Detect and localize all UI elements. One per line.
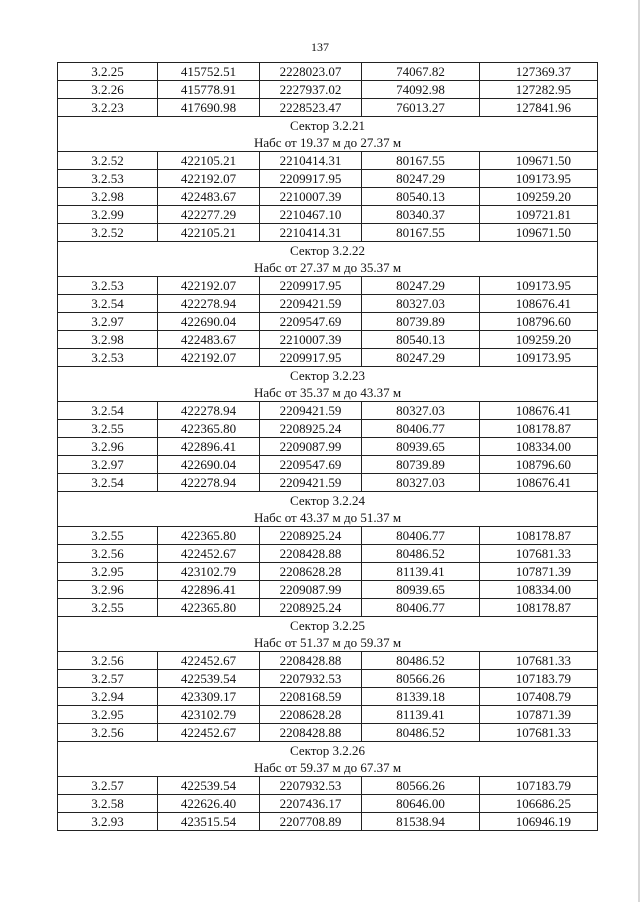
coord-local-x-cell: 80327.03 — [362, 402, 480, 420]
coord-x-cell: 422365.80 — [158, 420, 260, 438]
coord-local-y-cell: 107871.39 — [480, 706, 598, 724]
sector-title: Сектор 3.2.21 — [58, 117, 598, 135]
coord-x-cell: 422105.21 — [158, 224, 260, 242]
coord-local-x-cell: 80340.37 — [362, 206, 480, 224]
point-id-cell: 3.2.56 — [58, 724, 158, 742]
coord-x-cell: 415752.51 — [158, 63, 260, 81]
coord-local-x-cell: 80167.55 — [362, 224, 480, 242]
sector-height-range: Набс от 19.37 м до 27.37 м — [58, 134, 598, 152]
coord-y-cell: 2228023.07 — [260, 63, 362, 81]
coord-local-x-cell: 80939.65 — [362, 438, 480, 456]
point-id-cell: 3.2.97 — [58, 313, 158, 331]
coord-local-y-cell: 108676.41 — [480, 295, 598, 313]
coord-x-cell: 422192.07 — [158, 349, 260, 367]
coord-local-x-cell: 80566.26 — [362, 670, 480, 688]
coord-y-cell: 2207708.89 — [260, 813, 362, 831]
table-row — [58, 670, 598, 688]
point-id-cell: 3.2.25 — [58, 63, 158, 81]
point-id-cell: 3.2.96 — [58, 581, 158, 599]
coord-y-cell: 2207932.53 — [260, 670, 362, 688]
coord-x-cell: 423102.79 — [158, 563, 260, 581]
sector-header-row — [58, 617, 598, 635]
coord-x-cell: 422452.67 — [158, 724, 260, 742]
sector-height-range-row — [58, 259, 598, 277]
point-id-cell: 3.2.99 — [58, 206, 158, 224]
coord-local-y-cell: 108676.41 — [480, 402, 598, 420]
point-id-cell: 3.2.53 — [58, 349, 158, 367]
coord-x-cell: 422192.07 — [158, 277, 260, 295]
coord-local-y-cell: 108334.00 — [480, 438, 598, 456]
coord-x-cell: 422365.80 — [158, 599, 260, 617]
coord-local-x-cell: 81139.41 — [362, 563, 480, 581]
coord-local-y-cell: 108796.60 — [480, 313, 598, 331]
coord-y-cell: 2227937.02 — [260, 81, 362, 99]
point-id-cell: 3.2.55 — [58, 599, 158, 617]
coord-y-cell: 2208428.88 — [260, 545, 362, 563]
coord-local-x-cell: 81339.18 — [362, 688, 480, 706]
table-row — [58, 777, 598, 795]
point-id-cell: 3.2.52 — [58, 152, 158, 170]
table-row — [58, 99, 598, 117]
coord-x-cell: 423309.17 — [158, 688, 260, 706]
table-row — [58, 706, 598, 724]
point-id-cell: 3.2.57 — [58, 777, 158, 795]
point-id-cell: 3.2.54 — [58, 474, 158, 492]
coord-y-cell: 2209917.95 — [260, 277, 362, 295]
coord-local-x-cell: 80646.00 — [362, 795, 480, 813]
coord-local-y-cell: 107183.79 — [480, 670, 598, 688]
coord-local-x-cell: 80486.52 — [362, 545, 480, 563]
point-id-cell: 3.2.57 — [58, 670, 158, 688]
coord-x-cell: 422452.67 — [158, 545, 260, 563]
coord-x-cell: 422192.07 — [158, 170, 260, 188]
coord-local-y-cell: 109671.50 — [480, 224, 598, 242]
coord-local-y-cell: 106946.19 — [480, 813, 598, 831]
coord-local-x-cell: 80939.65 — [362, 581, 480, 599]
coord-local-y-cell: 127369.37 — [480, 63, 598, 81]
sector-title: Сектор 3.2.22 — [58, 242, 598, 260]
point-id-cell: 3.2.95 — [58, 563, 158, 581]
coord-local-x-cell: 80247.29 — [362, 277, 480, 295]
coord-local-x-cell: 80540.13 — [362, 331, 480, 349]
sector-header-row — [58, 492, 598, 510]
coord-local-x-cell: 80247.29 — [362, 349, 480, 367]
coord-local-y-cell: 127841.96 — [480, 99, 598, 117]
point-id-cell: 3.2.95 — [58, 706, 158, 724]
point-id-cell: 3.2.58 — [58, 795, 158, 813]
coord-y-cell: 2209917.95 — [260, 170, 362, 188]
table-row — [58, 331, 598, 349]
coord-y-cell: 2209087.99 — [260, 438, 362, 456]
coord-x-cell: 422896.41 — [158, 438, 260, 456]
coord-local-y-cell: 107681.33 — [480, 724, 598, 742]
coord-x-cell: 422690.04 — [158, 456, 260, 474]
point-id-cell: 3.2.98 — [58, 188, 158, 206]
point-id-cell: 3.2.56 — [58, 545, 158, 563]
coord-y-cell: 2207932.53 — [260, 777, 362, 795]
table-row — [58, 295, 598, 313]
coord-y-cell: 2209421.59 — [260, 402, 362, 420]
coord-local-y-cell: 109259.20 — [480, 188, 598, 206]
sector-header-row — [58, 742, 598, 760]
coord-local-x-cell: 80406.77 — [362, 599, 480, 617]
coord-local-y-cell: 107871.39 — [480, 563, 598, 581]
coord-x-cell: 422278.94 — [158, 474, 260, 492]
coord-x-cell: 417690.98 — [158, 99, 260, 117]
point-id-cell: 3.2.97 — [58, 456, 158, 474]
point-id-cell: 3.2.53 — [58, 170, 158, 188]
sector-title: Сектор 3.2.25 — [58, 617, 598, 635]
point-id-cell: 3.2.55 — [58, 420, 158, 438]
table-row — [58, 527, 598, 545]
sector-height-range: Набс от 27.37 м до 35.37 м — [58, 259, 598, 277]
coord-y-cell: 2210007.39 — [260, 188, 362, 206]
table-row — [58, 545, 598, 563]
coord-local-x-cell: 80739.89 — [362, 456, 480, 474]
coord-local-y-cell: 109173.95 — [480, 277, 598, 295]
coord-local-x-cell: 80327.03 — [362, 295, 480, 313]
table-row — [58, 813, 598, 831]
coord-local-x-cell: 80406.77 — [362, 420, 480, 438]
coord-local-x-cell: 80739.89 — [362, 313, 480, 331]
coord-local-x-cell: 76013.27 — [362, 99, 480, 117]
coord-x-cell: 422105.21 — [158, 152, 260, 170]
coord-x-cell: 422690.04 — [158, 313, 260, 331]
coord-y-cell: 2209421.59 — [260, 295, 362, 313]
sector-header-row — [58, 117, 598, 135]
table-row — [58, 224, 598, 242]
sector-height-range-row — [58, 509, 598, 527]
coord-local-y-cell: 109173.95 — [480, 170, 598, 188]
table-row — [58, 724, 598, 742]
coord-local-x-cell: 80486.52 — [362, 724, 480, 742]
table-row — [58, 81, 598, 99]
table-row — [58, 420, 598, 438]
sector-title: Сектор 3.2.23 — [58, 367, 598, 385]
table-row — [58, 652, 598, 670]
coord-local-y-cell: 107408.79 — [480, 688, 598, 706]
sector-height-range: Набс от 59.37 м до 67.37 м — [58, 759, 598, 777]
table-row — [58, 563, 598, 581]
coord-x-cell: 422539.54 — [158, 777, 260, 795]
point-id-cell: 3.2.55 — [58, 527, 158, 545]
coord-x-cell: 422278.94 — [158, 402, 260, 420]
table-row — [58, 349, 598, 367]
sector-height-range: Набс от 43.37 м до 51.37 м — [58, 509, 598, 527]
coord-y-cell: 2209547.69 — [260, 313, 362, 331]
point-id-cell: 3.2.26 — [58, 81, 158, 99]
coord-y-cell: 2208168.59 — [260, 688, 362, 706]
coord-x-cell: 415778.91 — [158, 81, 260, 99]
coord-y-cell: 2209421.59 — [260, 474, 362, 492]
coord-local-y-cell: 108178.87 — [480, 527, 598, 545]
coord-local-x-cell: 80406.77 — [362, 527, 480, 545]
coord-y-cell: 2228523.47 — [260, 99, 362, 117]
table-row — [58, 474, 598, 492]
sector-height-range-row — [58, 134, 598, 152]
table-row — [58, 152, 598, 170]
table-row — [58, 599, 598, 617]
coord-local-y-cell: 107681.33 — [480, 545, 598, 563]
sector-header-row — [58, 242, 598, 260]
coord-local-x-cell: 80486.52 — [362, 652, 480, 670]
coord-x-cell: 422896.41 — [158, 581, 260, 599]
coord-local-x-cell: 80566.26 — [362, 777, 480, 795]
coord-x-cell: 422483.67 — [158, 331, 260, 349]
coord-y-cell: 2210414.31 — [260, 152, 362, 170]
coord-local-y-cell: 109721.81 — [480, 206, 598, 224]
coord-x-cell: 422452.67 — [158, 652, 260, 670]
coord-x-cell: 422539.54 — [158, 670, 260, 688]
coordinates-table-body — [58, 63, 598, 831]
coord-local-y-cell: 107183.79 — [480, 777, 598, 795]
coord-y-cell: 2210007.39 — [260, 331, 362, 349]
coord-x-cell: 422626.40 — [158, 795, 260, 813]
sector-height-range-row — [58, 759, 598, 777]
table-row — [58, 402, 598, 420]
sector-title: Сектор 3.2.26 — [58, 742, 598, 760]
point-id-cell: 3.2.53 — [58, 277, 158, 295]
table-row — [58, 313, 598, 331]
sector-height-range: Набс от 35.37 м до 43.37 м — [58, 384, 598, 402]
table-row — [58, 795, 598, 813]
coord-local-y-cell: 109259.20 — [480, 331, 598, 349]
table-row — [58, 170, 598, 188]
coord-local-x-cell: 80327.03 — [362, 474, 480, 492]
coord-y-cell: 2208628.28 — [260, 563, 362, 581]
coord-y-cell: 2210467.10 — [260, 206, 362, 224]
coord-y-cell: 2208428.88 — [260, 652, 362, 670]
point-id-cell: 3.2.98 — [58, 331, 158, 349]
coord-local-y-cell: 127282.95 — [480, 81, 598, 99]
point-id-cell: 3.2.54 — [58, 295, 158, 313]
coord-local-y-cell: 108676.41 — [480, 474, 598, 492]
coord-local-x-cell: 80540.13 — [362, 188, 480, 206]
coord-local-x-cell: 81538.94 — [362, 813, 480, 831]
coord-y-cell: 2207436.17 — [260, 795, 362, 813]
sector-height-range: Набс от 51.37 м до 59.37 м — [58, 634, 598, 652]
point-id-cell: 3.2.23 — [58, 99, 158, 117]
coord-local-y-cell: 108796.60 — [480, 456, 598, 474]
point-id-cell: 3.2.56 — [58, 652, 158, 670]
coord-y-cell: 2209547.69 — [260, 456, 362, 474]
point-id-cell: 3.2.54 — [58, 402, 158, 420]
table-row — [58, 456, 598, 474]
coord-local-x-cell: 74067.82 — [362, 63, 480, 81]
coord-x-cell: 422277.29 — [158, 206, 260, 224]
point-id-cell: 3.2.96 — [58, 438, 158, 456]
coord-local-y-cell: 108178.87 — [480, 420, 598, 438]
table-row — [58, 581, 598, 599]
table-row — [58, 206, 598, 224]
coord-local-x-cell: 81139.41 — [362, 706, 480, 724]
coord-y-cell: 2210414.31 — [260, 224, 362, 242]
coordinates-table — [57, 62, 598, 831]
coord-local-y-cell: 108178.87 — [480, 599, 598, 617]
coord-local-x-cell: 74092.98 — [362, 81, 480, 99]
coord-x-cell: 422278.94 — [158, 295, 260, 313]
point-id-cell: 3.2.52 — [58, 224, 158, 242]
coord-local-y-cell: 109671.50 — [480, 152, 598, 170]
coord-local-y-cell: 109173.95 — [480, 349, 598, 367]
table-row — [58, 688, 598, 706]
point-id-cell: 3.2.93 — [58, 813, 158, 831]
coord-local-y-cell: 107681.33 — [480, 652, 598, 670]
coord-local-y-cell: 106686.25 — [480, 795, 598, 813]
coord-x-cell: 423102.79 — [158, 706, 260, 724]
coord-y-cell: 2208428.88 — [260, 724, 362, 742]
coord-y-cell: 2209917.95 — [260, 349, 362, 367]
table-row — [58, 277, 598, 295]
coord-y-cell: 2209087.99 — [260, 581, 362, 599]
sector-height-range-row — [58, 384, 598, 402]
coord-y-cell: 2208925.24 — [260, 420, 362, 438]
coord-x-cell: 422365.80 — [158, 527, 260, 545]
point-id-cell: 3.2.94 — [58, 688, 158, 706]
coord-local-y-cell: 108334.00 — [480, 581, 598, 599]
sector-height-range-row — [58, 634, 598, 652]
coord-local-x-cell: 80167.55 — [362, 152, 480, 170]
coord-y-cell: 2208925.24 — [260, 599, 362, 617]
sector-title: Сектор 3.2.24 — [58, 492, 598, 510]
sector-header-row — [58, 367, 598, 385]
table-row — [58, 188, 598, 206]
table-row — [58, 438, 598, 456]
coord-x-cell: 423515.54 — [158, 813, 260, 831]
table-row — [58, 63, 598, 81]
page-number: 137 — [311, 40, 329, 54]
coord-local-x-cell: 80247.29 — [362, 170, 480, 188]
coord-y-cell: 2208628.28 — [260, 706, 362, 724]
coord-y-cell: 2208925.24 — [260, 527, 362, 545]
coord-x-cell: 422483.67 — [158, 188, 260, 206]
